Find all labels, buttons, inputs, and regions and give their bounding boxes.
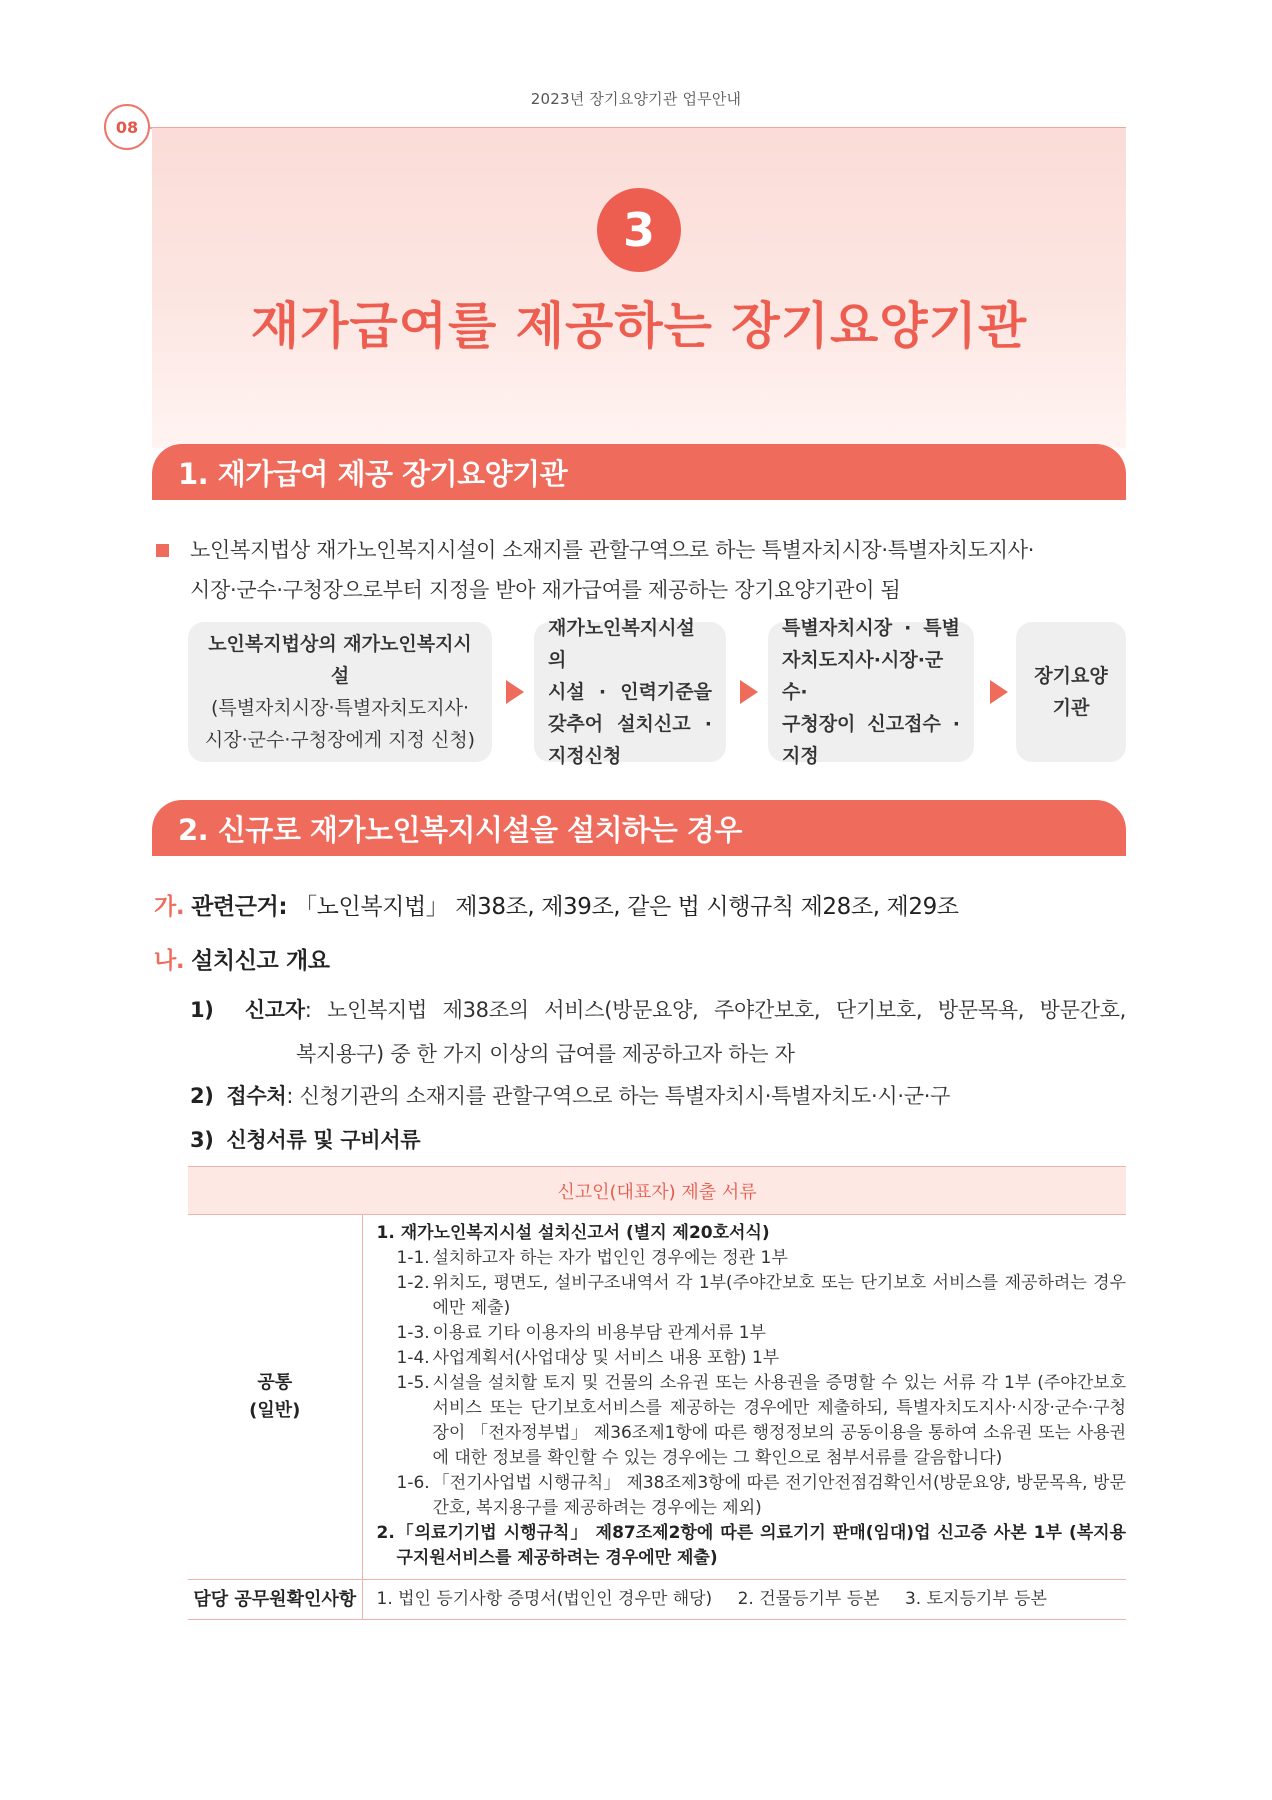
section-1-bullet bbox=[156, 530, 1126, 610]
flow-step-3 bbox=[768, 617, 974, 767]
flow-step-3-line-2: 자치도지사·시장·군수· bbox=[782, 649, 944, 703]
sub-number-3: 3) bbox=[190, 1128, 214, 1152]
sub-number-2: 2) bbox=[190, 1084, 214, 1108]
bullet-line-2: 시장·군수·구청장으로부터 지정을 받아 재가급여를 제공하는 장기요양기관이 됨 bbox=[190, 578, 901, 602]
item-marker-na: 나. bbox=[154, 948, 185, 974]
document-subitem: 1-2. 위치도, 평면도, 설비구조내역서 각 1부(주야간보호 또는 단기보호 서비스를 제공하려는 경우에만 제출) bbox=[396, 1273, 1126, 1318]
flow-step-2 bbox=[534, 617, 726, 767]
table-row bbox=[188, 1215, 1126, 1580]
item-marker-ga: 가. bbox=[154, 894, 185, 920]
row-category-official-check: 담당 공무원확인사항 bbox=[188, 1580, 362, 1620]
arrow-right-icon bbox=[506, 680, 524, 704]
document-subitem: 1-1. 설치하고자 하는 자가 법인인 경우에는 정관 1부 bbox=[396, 1248, 788, 1268]
documents-label: 신청서류 및 구비서류 bbox=[226, 1128, 421, 1152]
square-bullet-icon bbox=[156, 544, 169, 557]
flow-step-1-line-2: (특별자치시장·특별자치도지사· bbox=[210, 697, 470, 719]
reception-label: 접수처 bbox=[226, 1084, 287, 1108]
flow-step-2-line-3: 갖추어 설치신고 · bbox=[548, 713, 712, 735]
legal-basis-label: 관련근거: bbox=[191, 894, 288, 920]
flow-step-1 bbox=[188, 622, 492, 762]
section-1-title: 1. 재가급여 제공 장기요양기관 bbox=[152, 444, 1126, 500]
overview-label: 설치신고 개요 bbox=[191, 948, 330, 974]
declarant-line-2: 복지용구) 중 한 가지 이상의 급여를 제공하고자 하는 자 bbox=[296, 1042, 795, 1066]
document-item-1: 1. 재가노인복지시설 설치신고서 (별지 제20호서식) bbox=[376, 1223, 770, 1243]
table-header: 신고인(대표자) 제출 서류 bbox=[188, 1167, 1126, 1215]
declarant-label: 신고자 bbox=[244, 998, 305, 1022]
legal-basis-item bbox=[154, 888, 959, 921]
flow-step-4 bbox=[1016, 622, 1126, 762]
official-check-item: 3. 토지등기부 등본 bbox=[904, 1589, 1047, 1609]
declarant-line-1: : 노인복지법 제38조의 서비스(방문요양, 주야간보호, 단기보호, 방문목욕, 방문간호, bbox=[304, 998, 1126, 1022]
overview-item bbox=[154, 942, 330, 975]
flow-step-4-line-2: 기관 bbox=[1052, 697, 1090, 719]
reception-item bbox=[190, 1080, 950, 1110]
flow-step-3-line-4: 지정 bbox=[782, 745, 819, 767]
document-subitem: 1-4. 사업계획서(사업대상 및 서비스 내용 포함) 1부 bbox=[396, 1348, 780, 1368]
page-number-badge: 08 bbox=[104, 104, 150, 150]
arrow-right-icon bbox=[990, 680, 1008, 704]
document-subitem: 1-6. 「전기사업법 시행규칙」 제38조제3항에 따른 전기안전점검확인서(방문요양, 방문목욕, 방문간호, 복지용구를 제공하려는 경우에는 제외) bbox=[396, 1473, 1126, 1518]
table-row bbox=[188, 1580, 1126, 1620]
row-content-common bbox=[362, 1215, 1126, 1580]
chapter-title: 재가급여를 제공하는 장기요양기관 bbox=[250, 297, 1028, 355]
official-check-item: 2. 건물등기부 등본 bbox=[737, 1589, 880, 1609]
row-content-official-check bbox=[362, 1580, 1126, 1620]
legal-basis-text: 「노인복지법」 제38조, 제39조, 같은 법 시행규칙 제28조, 제29조 bbox=[294, 894, 959, 920]
flow-step-2-line-2: 시설 · 인력기준을 bbox=[548, 681, 712, 703]
sub-number-1: 1) bbox=[190, 998, 214, 1022]
documents-item bbox=[190, 1124, 420, 1154]
declarant-item bbox=[190, 988, 1126, 1076]
section-2-title: 2. 신규로 재가노인복지시설을 설치하는 경우 bbox=[152, 800, 1126, 856]
flow-step-1-title: 노인복지법상의 재가노인복지시설 bbox=[208, 633, 472, 687]
chapter-hero bbox=[152, 128, 1126, 448]
document-item-2: 2. 「의료기기법 시행규칙」 제87조제2항에 따른 의료기기 판매(임대)업 신고증 사본 1부 (복지용구지원서비스를 제공하려는 경우에만 제출) bbox=[376, 1523, 1126, 1568]
document-subitem: 1-3. 이용료 기타 이용자의 비용부담 관계서류 1부 bbox=[396, 1323, 766, 1343]
required-documents-table bbox=[188, 1166, 1126, 1620]
flow-step-4-line-1: 장기요양 bbox=[1034, 665, 1108, 687]
category-line-1: 공통 bbox=[257, 1372, 293, 1393]
flow-step-2-line-4: 지정신청 bbox=[548, 745, 622, 767]
chapter-number: 3 bbox=[597, 188, 681, 272]
category-line-2: (일반) bbox=[249, 1400, 301, 1421]
official-check-item: 1. 법인 등기사항 증명서(법인인 경우만 해당) bbox=[376, 1589, 713, 1609]
flow-step-3-line-1: 특별자치시장 · 특별 bbox=[782, 617, 960, 639]
document-subitem: 1-5. 시설을 설치할 토지 및 건물의 소유권 또는 사용권을 증명할 수 있는 서류 각 1부 (주야간보호서비스 또는 단기보호서비스를 제공하는 경우에만 제출하되, 특별자치도지사·시장·군수·구청장이 「전자정부법」 제36조제1항에 따른 행정정보의 공동이용을 통하여 소유권 또는 사용권에 대한 정보를 확인할 수 있는 경우에는 그 확인으로 첨부서류를 갈음합니다) bbox=[396, 1373, 1126, 1468]
reception-text: : 신청기관의 소재지를 관할구역으로 하는 특별자치시·특별자치도·시·군·구 bbox=[286, 1084, 951, 1108]
row-category-common bbox=[188, 1215, 362, 1580]
flow-step-3-line-3: 구청장이 신고접수 · bbox=[782, 713, 960, 735]
flow-step-1-line-3: 시장·군수·구청장에게 지정 신청) bbox=[204, 729, 476, 751]
flow-step-2-line-1: 재가노인복지시설의 bbox=[548, 617, 695, 671]
running-title: 2023년 장기요양기관 업무안내 bbox=[530, 90, 742, 108]
bullet-line-1: 노인복지법상 재가노인복지시설이 소재지를 관할구역으로 하는 특별자치시장·특별자치도지사· bbox=[190, 538, 1035, 562]
arrow-right-icon bbox=[740, 680, 758, 704]
